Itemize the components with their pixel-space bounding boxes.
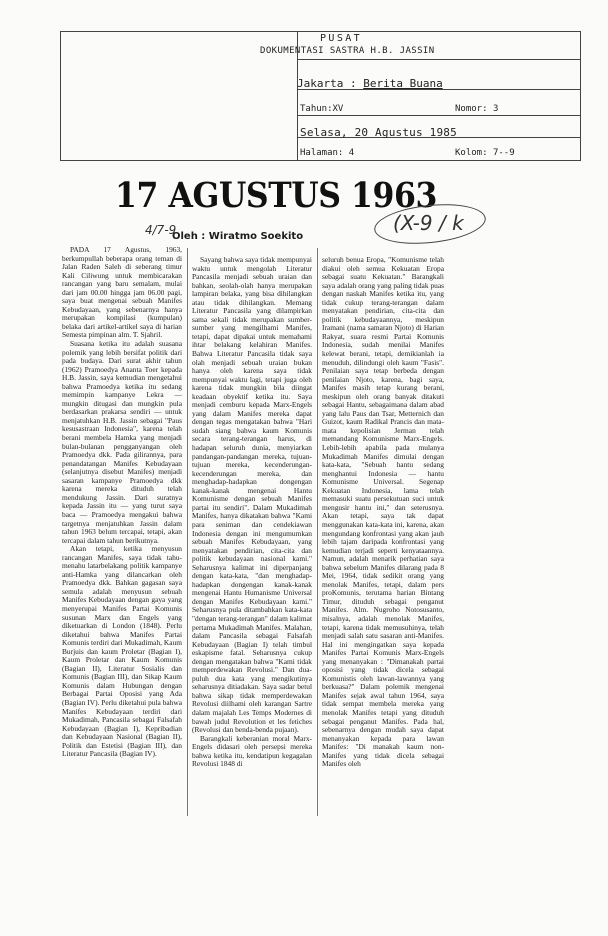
paragraph: seluruh benua Eropa, "Komunisme telah diakui oleh semua Kekuatan Eropa sebagai suatu Kekuatan." Barangkali saya adalah orang yang paling tidak puas dengan naskah Manifes ketika itu, yang tidak cukup terang-terangan dalam menyatakan pendirian, cita-cita dan politik kebudayaannya, meskipun Iramani (nama samaran Njoto) di Harian Rakyat, suara resmi Partai Komunis Indonesia, sudah menilai Manifes kelewat berani, tetapi, demikianlah ia menuduh, dilindungi oleh kaum "Fasis". Penilaian saya tetap berbeda dengan penilaian Njoto, karena, bagi saya, Manifes masih tetap kurang berani, meskipun oleh orang banyak ditakuti sebagai Hantu, sebagaimana dalam abad yang lalu Paus dan Tsar, Metternich dan Guizot, kaum Radikal Prancis dan mata-mata kepolisian Jerman telah memandang Komunisme Marx-Engels. Lebih-lebih apabila pada mulanya Mukadimah Manifes dimulai dengan kata-kata, "Sebuah hantu sedang menghantui Indonesia — hantu Komunisme Universal. Segenap Kekuatan Indonesia, lama telah memasuki suatu persekutuan suci untuk mengusir hantu ini," dan seterusnya. Akan tetapi, saya tak dapat menggunakan kata-kata ini, karena, akan mengundang konfrontasi yang akan jauh lebih tajam daripada konfrontasi yang kemudian terjadi seperti kenyataannya. Namun, adalah menarik perhatian saya bahwa sebelum Manifes dilarang pada 8 Mei, 1964, tidak sedikit orang yang menolak Manifes, tetapi, dalam pers proKomunis, terutama harian Bintang Timur, dituduh sebagai penganut Manifes. Alm. Nugroho Notosusanto, misalnya, adalah menolak Manifes, tetapi, karena tidak memusuhinya, telah menjadi salah satu sasaran anti-Manifes. Hal ini mengingatkan saya kepada Manifes Partai Komunis Marx-Engels yang menanyakan : "Dimanakah partai oposisi yang tidak dicela sebagai Komunistis oleh lawan-lawannya yang berkuasa?" Dalam polemik mengenai Manifes sejak awal tahun 1964, saya tidak sempat membela mereka yang menolak Manifes tetapi yang dituduh sebagai penganut Manifes. Pada hal, sebenarnya dengan mudah saya dapat menanyakan kepada para lawan Manifes: "Di manakah kaum non-Manifes yang tidak dicela sebagai Manifes oleh: [322, 256, 444, 769]
publication-date: Selasa, 20 Agustus 1985: [300, 126, 457, 139]
header-rule: [297, 59, 580, 60]
column-rule: [317, 248, 318, 816]
number-label: Nomor:: [455, 104, 488, 114]
paragraph: Suasana ketika itu adalah suasana polemik yang lebih bersifat politik dari pada budaya. Dari surat akhir tahun (1962) Pramoedya Ananta Toer kepada H.B. Jassin, saya kemudian mengetahui bahwa Pramoedya ketika itu sedang memimpin kampanye Lekra — mungkin ditugasi dan mungkin pula berdasarkan prakarsa sendiri — untuk menjatuhkan H.B. Jassin sebagai "Paus kesusastraan Indonesia", karena telah berani membela Hamka yang menjadi bulan-bulanan pengganyangan oleh Pramoedya dkk. Pada gilirannya, para penandatangan Manifes Kebudayaan (selanjutnya disebut Manifes) menjadi sasaran kampanye Pramoedya dkk karena mereka dituduh telah mendukung Jassin. Dari suratnya kepada Jassin itu — yang turut saya baca — Pramoedya mengakui bahwa targetnya menjatuhkan Jassin dalam tahun 1963 belum tercapai, tetapi, akan tercapai dalam tahun berikutnya.: [62, 339, 182, 545]
year-value: XV: [332, 104, 344, 114]
publication-city: Jakarta: [297, 77, 344, 90]
article-byline: Oleh : Wiratmo Soekito: [172, 231, 304, 242]
paragraph: Barangkali keberanian moral Marx-Engels didasari oleh persepsi mereka bahwa ketika itu, kendatipun kegagalan Revolusi 1848 di: [192, 733, 312, 769]
archive-name-bottom: DOKUMENTASI SASTRA H.B. JASSIN: [260, 46, 435, 56]
header-rule: [297, 115, 580, 116]
handwritten-date: 4/7-9: [145, 223, 177, 237]
publication-name: Berita Buana: [363, 77, 443, 90]
article-column-2: [192, 256, 312, 816]
page-label: Halaman:: [300, 148, 344, 158]
column-rule: [187, 248, 188, 816]
page-value: 4: [348, 148, 355, 158]
number-value: 3: [492, 104, 499, 114]
handwritten-code: (X-9 / k: [393, 211, 464, 235]
paragraph: PADA 17 Agustus, 1963, berkumpullah beberapa orang teman di Jalan Raden Saleh di seberang timur Kali Ciliwung untuk membicarakan rancangan yang baru semalam, mulai dari jam 00.00 hingga jam 06.00 pagi, saya buat mengenai sebuah Manifes Kebudayaan, yang sebenarnya hanya merupakan kompilasi (kumpulan) belaka dari artikel-artikel saya di harian Semesta pimpinan alm. T. Sjahril.: [62, 246, 182, 340]
publication-line: Jakarta : Berita Buana: [297, 77, 443, 90]
column-value: 7--9: [492, 148, 515, 158]
archive-name-top: PUSAT: [320, 33, 363, 44]
paragraph: Akan tetapi, ketika menyusun rancangan Manifes, saya tidak tahu-menahu latarbelakang politik kampanye anti-Hamka yang dilancarkan oleh Pramoedya dkk. Bahkan gagasan saya semula adalah menyusun sebuah Manifes Kebudayaan dengan gaya yang menyerupai Manifes Partai Komunis susunan Marx dan Engels yang diketuarkan di London (1848). Perlu diketahui bahwa Manifes Partai Komunis terdiri dari Mukadimah, Kaum Burjuis dan kaum Proletar (Bagian I), Kaum Proletar dan Kaum Komunis (Bagian II), Literatur Sosialis dan Komunis (Bagian III), dan Sikap Kaum Komunis dalam Hubungan dengan Berbagai Partai Oposisi yang Ada (Bagian IV). Perlu diketahui pula bahwa Manifes Kebudayaan terdiri dari Mukadimah, Pancasila sebagai Falsafah Kebudayaan (Bagian I), Kepribadian dan Kebudayaan Nasional (Bagian II), Politik dan Estetisi (Bagian III), dan Literatur Pancasila (Bagian IV).: [62, 544, 182, 759]
column-field: [455, 148, 515, 158]
article-column-3: [322, 256, 444, 816]
number-field: [455, 104, 498, 114]
year-label: Tahun:: [300, 104, 333, 114]
article-title: 17 AGUSTUS 1963: [115, 175, 437, 216]
page-field: [300, 148, 354, 158]
article-column-1: [62, 246, 182, 816]
paragraph: Sayang bahwa saya tidak mempunyai waktu untuk mengolah Literatur Pancasila menjadi sebuah uraian dan bahkan, seolah-olah hanya merupakan lampiran belaka, yang bisa dihilangkan atau tidak dihilangkan. Memang Literatur Pancasila yang dilampirkan sama sekali tidak merupakan sumber-sumber yang mengilhami Manifes, tetapi, dapat dipakai untuk memahami ihtar belakang kelahiran Manifes. Bahwa Literatur Pancasila tidak saya olah menjadi sebuah uraian bukan hanya oleh karena saya tidak mempunyai waktu lagi, tetapi juga oleh karena tidak mungkin bila diingat keadaan obyektif ketika itu. Saya menjadi cemburu kepada Marx-Engels yang dalam Manifes mereka dapat dengan tegas mengatakan bahwa "Hari sudah siang bahwa kaum Komunis secara terang-terangan harus, di hadapan seluruh dunia, menyiarkan pandangan-pandangan mereka, tujuan-tujuan mereka, kecenderungan-kecenderungan mereka, dan menghadap-hadapkan dongengan kanak-kanak mengenai Hantu Komunisme dengan sebuah Manifes partai itu sendiri". Dalam Mukadimah Manifes, hanya dikatakan bahwa "Kami para seniman dan cendekiawan Indonesia dengan ini mengumumkan sebuah Manifes Kebudayaan, yang menyatakan pendirian, cita-cita dan politik kebudayaan nasional kami." Seharusnya kalimat ini diperpanjang dengan kata-kata, "dan menghadap-hadapkan dongengan kanak-kanak mengenai Hantu Humanisme Universal dengan Manifes Kebudayaan kami." Seharusnya pula ditambahkan kata-kata "dengan terang-terangan" dalam kalimat pertama Mukadimah Manifes. Malahan, dalam Pancasila sebagai Falsafah Kebudayaan (Bagian I) telah timbul eskapisme fatal. Seharusnya cukup dengan mengatakan bahwa "Kami tidak memperdewakan Revolusi." Dan dua-puluh dua kata yang mengikutinya seharusnya ditiadakan. Saya sadar betul bahwa sikap tidak memperdewakan Revolusi diilhami oleh karangan Sartre dalam majalah Les Temps Modernes di bawah judul Revolution et les fetiches (Revolusi dan benda-benda pujaan).: [192, 256, 312, 735]
year-field: [300, 104, 343, 114]
column-label: Kolom:: [455, 148, 488, 158]
